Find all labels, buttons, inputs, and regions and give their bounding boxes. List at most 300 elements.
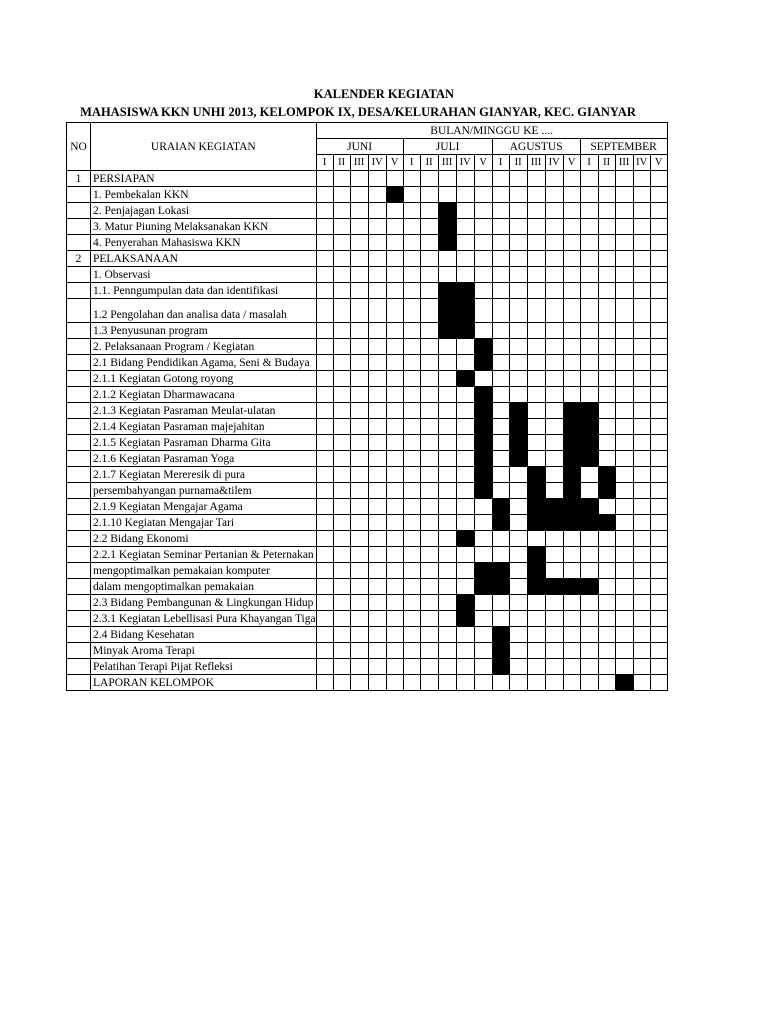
schedule-cell (615, 579, 633, 595)
schedule-cell (527, 267, 545, 283)
schedule-cell (650, 323, 667, 339)
schedule-cell (563, 323, 580, 339)
schedule-cell-filled (563, 467, 580, 483)
schedule-cell (456, 515, 474, 531)
week-header-cell: I (316, 155, 333, 171)
schedule-cell (456, 387, 474, 403)
schedule-cell (492, 187, 509, 203)
schedule-cell (368, 203, 386, 219)
schedule-cell (492, 467, 509, 483)
schedule-cell (456, 187, 474, 203)
schedule-cell (598, 171, 615, 187)
schedule-cell (650, 403, 667, 419)
schedule-cell (563, 659, 580, 675)
schedule-row (67, 531, 668, 547)
schedule-cell (563, 235, 580, 251)
schedule-row (67, 355, 668, 371)
schedule-cell-filled (474, 355, 492, 371)
schedule-cell (545, 203, 563, 219)
schedule-cell (333, 611, 350, 627)
schedule-cell (527, 387, 545, 403)
schedule-cell (420, 283, 438, 299)
schedule-row (67, 547, 668, 563)
schedule-cell (633, 267, 650, 283)
schedule-row (67, 339, 668, 355)
schedule-cell (509, 171, 527, 187)
schedule-cell (509, 371, 527, 387)
schedule-cell (438, 627, 456, 643)
schedule-cell (386, 219, 403, 235)
schedule-cell (350, 611, 368, 627)
schedule-cell (368, 299, 386, 323)
schedule-cell (509, 483, 527, 499)
schedule-cell (545, 531, 563, 547)
week-header-cell: III (527, 155, 545, 171)
schedule-cell (650, 419, 667, 435)
schedule-cell (527, 235, 545, 251)
schedule-cell (615, 627, 633, 643)
schedule-cell (386, 235, 403, 251)
schedule-row (67, 219, 668, 235)
week-header-cell: III (350, 155, 368, 171)
schedule-cell-filled (474, 579, 492, 595)
schedule-cell (563, 187, 580, 203)
schedule-cell (368, 235, 386, 251)
schedule-cell (386, 251, 403, 267)
schedule-cell (368, 323, 386, 339)
schedule-cell (527, 531, 545, 547)
schedule-cell (615, 299, 633, 323)
row-number (67, 643, 91, 659)
schedule-cell-filled (492, 659, 509, 675)
schedule-cell (474, 251, 492, 267)
schedule-cell-filled (438, 219, 456, 235)
schedule-cell (509, 339, 527, 355)
activity-label: 2.2.1 Kegiatan Seminar Pertanian & Peternakan (91, 547, 317, 563)
schedule-cell (316, 251, 333, 267)
schedule-cell-filled (615, 675, 633, 691)
schedule-cell (633, 563, 650, 579)
schedule-cell (403, 339, 420, 355)
schedule-cell (333, 435, 350, 451)
schedule-cell (527, 611, 545, 627)
schedule-cell (368, 675, 386, 691)
schedule-row (67, 187, 668, 203)
schedule-cell (545, 547, 563, 563)
schedule-cell (527, 419, 545, 435)
schedule-cell (598, 403, 615, 419)
schedule-cell (368, 563, 386, 579)
schedule-row (67, 403, 668, 419)
schedule-cell (333, 419, 350, 435)
schedule-cell (420, 627, 438, 643)
row-number (67, 611, 91, 627)
schedule-cell (350, 483, 368, 499)
schedule-cell (456, 435, 474, 451)
schedule-cell (333, 339, 350, 355)
schedule-cell-filled (580, 451, 598, 467)
schedule-cell (350, 547, 368, 563)
schedule-cell (580, 387, 598, 403)
schedule-cell (509, 355, 527, 371)
schedule-cell (509, 531, 527, 547)
schedule-cell (386, 299, 403, 323)
schedule-cell (650, 595, 667, 611)
schedule-cell (350, 675, 368, 691)
schedule-cell-filled (474, 339, 492, 355)
schedule-cell (580, 187, 598, 203)
activity-label: 1. Pembekalan KKN (91, 187, 317, 203)
schedule-cell-filled (527, 515, 545, 531)
schedule-cell (403, 531, 420, 547)
schedule-cell (403, 387, 420, 403)
schedule-cell (509, 563, 527, 579)
schedule-cell (474, 499, 492, 515)
schedule-cell (509, 659, 527, 675)
schedule-cell (545, 595, 563, 611)
schedule-cell (438, 435, 456, 451)
activity-label: 2.1.5 Kegiatan Pasraman Dharma Gita (91, 435, 317, 451)
schedule-cell-filled (438, 299, 456, 323)
row-number: 2 (67, 251, 91, 267)
schedule-cell (456, 235, 474, 251)
schedule-cell (633, 187, 650, 203)
schedule-cell (492, 371, 509, 387)
schedule-cell-filled (527, 499, 545, 515)
schedule-cell (386, 627, 403, 643)
schedule-cell-filled (456, 611, 474, 627)
schedule-cell (403, 403, 420, 419)
schedule-cell (509, 611, 527, 627)
week-header-cell: II (509, 155, 527, 171)
schedule-cell (420, 387, 438, 403)
schedule-row (67, 579, 668, 595)
schedule-cell (420, 675, 438, 691)
schedule-cell (474, 515, 492, 531)
schedule-cell (316, 387, 333, 403)
schedule-cell-filled (456, 531, 474, 547)
schedule-cell (438, 467, 456, 483)
schedule-cell (316, 299, 333, 323)
row-number (67, 659, 91, 675)
schedule-cell (438, 643, 456, 659)
week-header-cell: IV (456, 155, 474, 171)
schedule-cell (492, 339, 509, 355)
header-month-september: SEPTEMBER (580, 139, 667, 155)
schedule-cell (650, 203, 667, 219)
schedule-cell (316, 355, 333, 371)
schedule-cell (545, 387, 563, 403)
schedule-cell (316, 171, 333, 187)
schedule-cell-filled (509, 435, 527, 451)
schedule-cell (456, 563, 474, 579)
schedule-cell (545, 451, 563, 467)
schedule-cell-filled (563, 403, 580, 419)
schedule-cell (368, 499, 386, 515)
schedule-cell (333, 171, 350, 187)
schedule-cell (456, 267, 474, 283)
schedule-cell (650, 299, 667, 323)
week-header-cell: IV (368, 155, 386, 171)
schedule-row (67, 499, 668, 515)
schedule-cell (650, 387, 667, 403)
schedule-cell (615, 643, 633, 659)
schedule-cell (386, 563, 403, 579)
schedule-cell (333, 643, 350, 659)
schedule-cell (403, 267, 420, 283)
schedule-cell (420, 659, 438, 675)
schedule-cell (316, 403, 333, 419)
schedule-cell (333, 403, 350, 419)
schedule-cell (403, 435, 420, 451)
schedule-cell-filled (527, 467, 545, 483)
schedule-cell (333, 547, 350, 563)
schedule-cell (386, 355, 403, 371)
schedule-cell-filled (545, 515, 563, 531)
schedule-cell (615, 283, 633, 299)
schedule-cell (386, 675, 403, 691)
schedule-cell (368, 627, 386, 643)
schedule-cell-filled (474, 483, 492, 499)
schedule-cell (650, 251, 667, 267)
schedule-cell (420, 515, 438, 531)
schedule-cell (420, 339, 438, 355)
activity-label: 1.3 Penyusunan program (91, 323, 317, 339)
schedule-cell (563, 355, 580, 371)
week-header-cell: II (598, 155, 615, 171)
schedule-cell (420, 483, 438, 499)
schedule-cell (403, 299, 420, 323)
schedule-cell (316, 219, 333, 235)
schedule-cell (580, 339, 598, 355)
schedule-cell (615, 339, 633, 355)
schedule-cell (403, 563, 420, 579)
schedule-cell (420, 531, 438, 547)
schedule-cell (420, 563, 438, 579)
schedule-cell (492, 283, 509, 299)
schedule-cell (527, 339, 545, 355)
schedule-cell (386, 659, 403, 675)
schedule-cell (386, 267, 403, 283)
schedule-cell (350, 251, 368, 267)
row-number (67, 323, 91, 339)
schedule-cell (368, 659, 386, 675)
week-header-cell: III (438, 155, 456, 171)
schedule-cell (350, 235, 368, 251)
activity-label: PELAKSANAAN (91, 251, 317, 267)
schedule-cell-filled (474, 419, 492, 435)
schedule-cell (563, 251, 580, 267)
schedule-cell-filled (492, 563, 509, 579)
schedule-cell (316, 659, 333, 675)
schedule-cell (438, 387, 456, 403)
schedule-cell (456, 547, 474, 563)
schedule-cell (563, 371, 580, 387)
schedule-cell (492, 611, 509, 627)
schedule-cell (474, 283, 492, 299)
schedule-cell (368, 251, 386, 267)
schedule-cell (492, 483, 509, 499)
schedule-cell (368, 371, 386, 387)
schedule-cell (650, 547, 667, 563)
row-number (67, 483, 91, 499)
schedule-cell (615, 499, 633, 515)
schedule-cell (368, 419, 386, 435)
schedule-cell (633, 627, 650, 643)
schedule-cell (438, 659, 456, 675)
schedule-cell (615, 547, 633, 563)
schedule-cell (650, 499, 667, 515)
schedule-cell (333, 531, 350, 547)
schedule-cell (580, 531, 598, 547)
schedule-cell (580, 595, 598, 611)
schedule-cell (420, 299, 438, 323)
schedule-cell (615, 219, 633, 235)
schedule-cell (333, 387, 350, 403)
schedule-cell (403, 579, 420, 595)
schedule-cell (633, 467, 650, 483)
schedule-cell (420, 579, 438, 595)
schedule-cell (316, 235, 333, 251)
schedule-cell (563, 611, 580, 627)
schedule-cell (633, 643, 650, 659)
schedule-cell (438, 403, 456, 419)
schedule-cell (509, 643, 527, 659)
schedule-cell (527, 299, 545, 323)
schedule-cell (598, 339, 615, 355)
schedule-cell (316, 675, 333, 691)
schedule-cell (350, 499, 368, 515)
schedule-cell (598, 627, 615, 643)
activity-label: 2.4 Bidang Kesehatan (91, 627, 317, 643)
schedule-cell (545, 371, 563, 387)
schedule-row (67, 371, 668, 387)
schedule-row (67, 627, 668, 643)
schedule-cell (474, 659, 492, 675)
schedule-cell (316, 339, 333, 355)
week-header-cell: V (563, 155, 580, 171)
schedule-cell (333, 515, 350, 531)
activity-label: 1.2 Pengolahan dan analisa data / masalah (91, 299, 317, 323)
schedule-cell (368, 467, 386, 483)
schedule-cell (633, 419, 650, 435)
activity-label: 2.1.10 Kegiatan Mengajar Tari (91, 515, 317, 531)
schedule-cell (438, 579, 456, 595)
schedule-cell (403, 467, 420, 483)
schedule-cell (316, 451, 333, 467)
schedule-cell (615, 235, 633, 251)
schedule-cell (580, 483, 598, 499)
schedule-cell (350, 595, 368, 611)
schedule-cell (527, 403, 545, 419)
schedule-cell (650, 451, 667, 467)
schedule-cell (403, 611, 420, 627)
schedule-cell (580, 563, 598, 579)
schedule-cell (633, 323, 650, 339)
schedule-cell-filled (438, 235, 456, 251)
schedule-cell (350, 355, 368, 371)
schedule-cell (598, 643, 615, 659)
activity-label: 3. Matur Piuning Melaksanakan KKN (91, 219, 317, 235)
schedule-cell (545, 251, 563, 267)
schedule-cell (316, 483, 333, 499)
schedule-cell (456, 483, 474, 499)
schedule-cell-filled (474, 563, 492, 579)
schedule-cell (509, 515, 527, 531)
schedule-cell (420, 235, 438, 251)
schedule-cell (545, 659, 563, 675)
row-number (67, 563, 91, 579)
schedule-cell (615, 483, 633, 499)
schedule-cell (420, 499, 438, 515)
schedule-cell (316, 611, 333, 627)
schedule-cell-filled (492, 643, 509, 659)
schedule-cell (633, 483, 650, 499)
schedule-cell (316, 579, 333, 595)
schedule-row (67, 595, 668, 611)
schedule-cell (386, 595, 403, 611)
schedule-cell (420, 323, 438, 339)
document-subtitle: MAHASISWA KKN UNHI 2013, KELOMPOK IX, DESA/KELURAHAN GIANYAR, KEC. GIANYAR (80, 105, 636, 119)
schedule-cell (563, 675, 580, 691)
schedule-cell (492, 451, 509, 467)
schedule-cell-filled (527, 579, 545, 595)
schedule-cell (350, 283, 368, 299)
header-month-juni: JUNI (316, 139, 403, 155)
schedule-cell (615, 355, 633, 371)
schedule-cell (650, 563, 667, 579)
schedule-cell (403, 323, 420, 339)
schedule-cell (650, 531, 667, 547)
schedule-cell (403, 203, 420, 219)
schedule-cell (368, 531, 386, 547)
schedule-cell (633, 203, 650, 219)
schedule-cell (563, 643, 580, 659)
schedule-cell (474, 219, 492, 235)
schedule-cell-filled (509, 419, 527, 435)
schedule-cell (563, 339, 580, 355)
schedule-cell (492, 595, 509, 611)
schedule-cell (492, 323, 509, 339)
schedule-cell (350, 219, 368, 235)
schedule-cell (386, 579, 403, 595)
schedule-row (67, 451, 668, 467)
activity-schedule-table (66, 122, 668, 691)
schedule-cell (333, 355, 350, 371)
schedule-cell (456, 579, 474, 595)
schedule-cell (650, 171, 667, 187)
schedule-cell (456, 467, 474, 483)
schedule-cell (438, 675, 456, 691)
activity-label: persembahyangan purnama&tilem (91, 483, 317, 499)
schedule-cell (438, 267, 456, 283)
row-number (67, 579, 91, 595)
schedule-cell (633, 251, 650, 267)
document-title: KALENDER KEGIATAN (313, 87, 455, 101)
schedule-cell-filled (456, 371, 474, 387)
schedule-cell (633, 235, 650, 251)
schedule-cell (350, 627, 368, 643)
activity-label: 2.1.2 Kegiatan Dharmawacana (91, 387, 317, 403)
schedule-cell (474, 643, 492, 659)
schedule-cell (386, 499, 403, 515)
schedule-cell (563, 219, 580, 235)
schedule-cell (527, 323, 545, 339)
schedule-cell (456, 219, 474, 235)
schedule-cell (350, 659, 368, 675)
schedule-cell (438, 499, 456, 515)
header-bulan-minggu: BULAN/MINGGU KE .... (316, 123, 667, 139)
